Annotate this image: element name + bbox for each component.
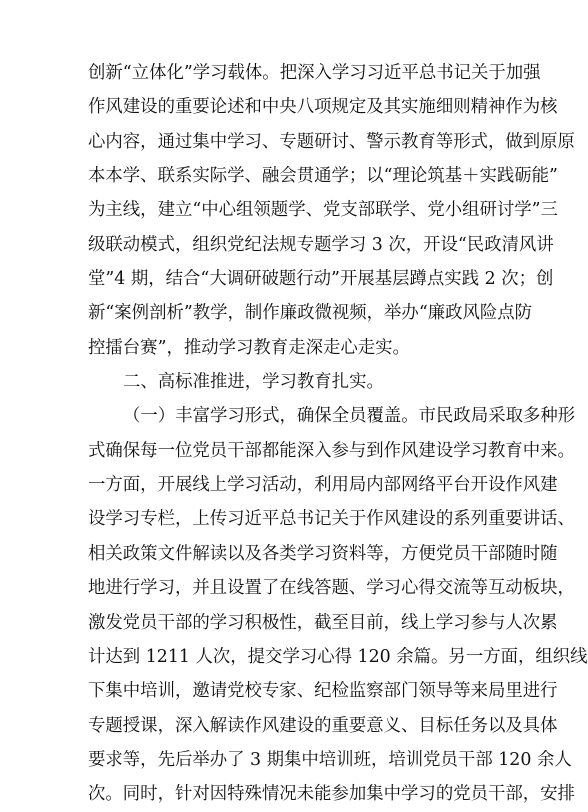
document-body [88, 56, 588, 812]
body-line: 激发党员干部的学习积极性，截至目前，线上学习参与人次累 [88, 612, 558, 633]
body-line: 本本学、联系实际学、融会贯通学；以“理论筑基＋实践砺能” [88, 166, 558, 187]
body-line: 创新“立体化”学习载体。把深入学习习近平总书记关于加强 [88, 63, 541, 83]
body-line: 一方面，开展线上学习活动，利用局内部网络平台开设作风建 [88, 475, 558, 496]
body-line: 设学习专栏，上传习近平总书记关于作风建设的系列重要讲话、 [88, 509, 575, 530]
paragraph-learning-forms [88, 399, 588, 811]
body-line: 次。同时，针对因特殊情况未能参加集中学习的党员干部，安排 [88, 784, 575, 805]
body-line: 要求等，先后举办了 3 期集中培训班，培训党员干部 120 余人 [88, 749, 572, 770]
body-line: 式确保每一位党员干部都能深入参与到作风建设学习教育中来。 [88, 440, 575, 461]
body-line: 为主线，建立“中心组领题学、党支部联学、党小组研讨学”三 [88, 200, 558, 221]
body-line: 新“案例剖析”教学，制作廉政微视频，举办“廉政风险点防 [88, 303, 533, 324]
body-line: 心内容，通过集中学习、专题研讨、警示教育等形式，做到原原 [88, 131, 575, 152]
paragraph-learning-carrier [88, 56, 575, 365]
body-line: 级联动模式，组织党纪法规专题学习 3 次，开设“民政清风讲 [88, 234, 554, 255]
section-heading [88, 365, 502, 399]
section-heading-text: 二、高标准推进，学习教育扎实。 [123, 372, 384, 393]
body-line: 作风建设的重要论述和中央八项规定及其实施细则精神作为核 [88, 97, 558, 118]
body-line: 专题授课，深入解读作风建设的重要意义、目标任务以及具体 [88, 715, 558, 736]
body-line: 控擂台赛”，推动学习教育走深走心走实。 [88, 337, 410, 358]
body-line: 相关政策文件解读以及各类学习资料等，方便党员干部随时随 [88, 543, 558, 564]
body-line: 地进行学习，并且设置了在线答题、学习心得交流等互动板块， [88, 578, 575, 599]
body-line: 计达到 1211 人次，提交学习心得 120 余篇。另一方面，组织线 [88, 646, 588, 667]
body-line: 堂”4 期，结合“大调研破题行动”开展基层蹲点实践 2 次；创 [88, 269, 554, 290]
body-line: （一）丰富学习形式，确保全员覆盖。市民政局采取多种形 [123, 406, 576, 427]
body-line: 下集中培训，邀请党校专家、纪检监察部门领导等来局里进行 [88, 681, 558, 702]
